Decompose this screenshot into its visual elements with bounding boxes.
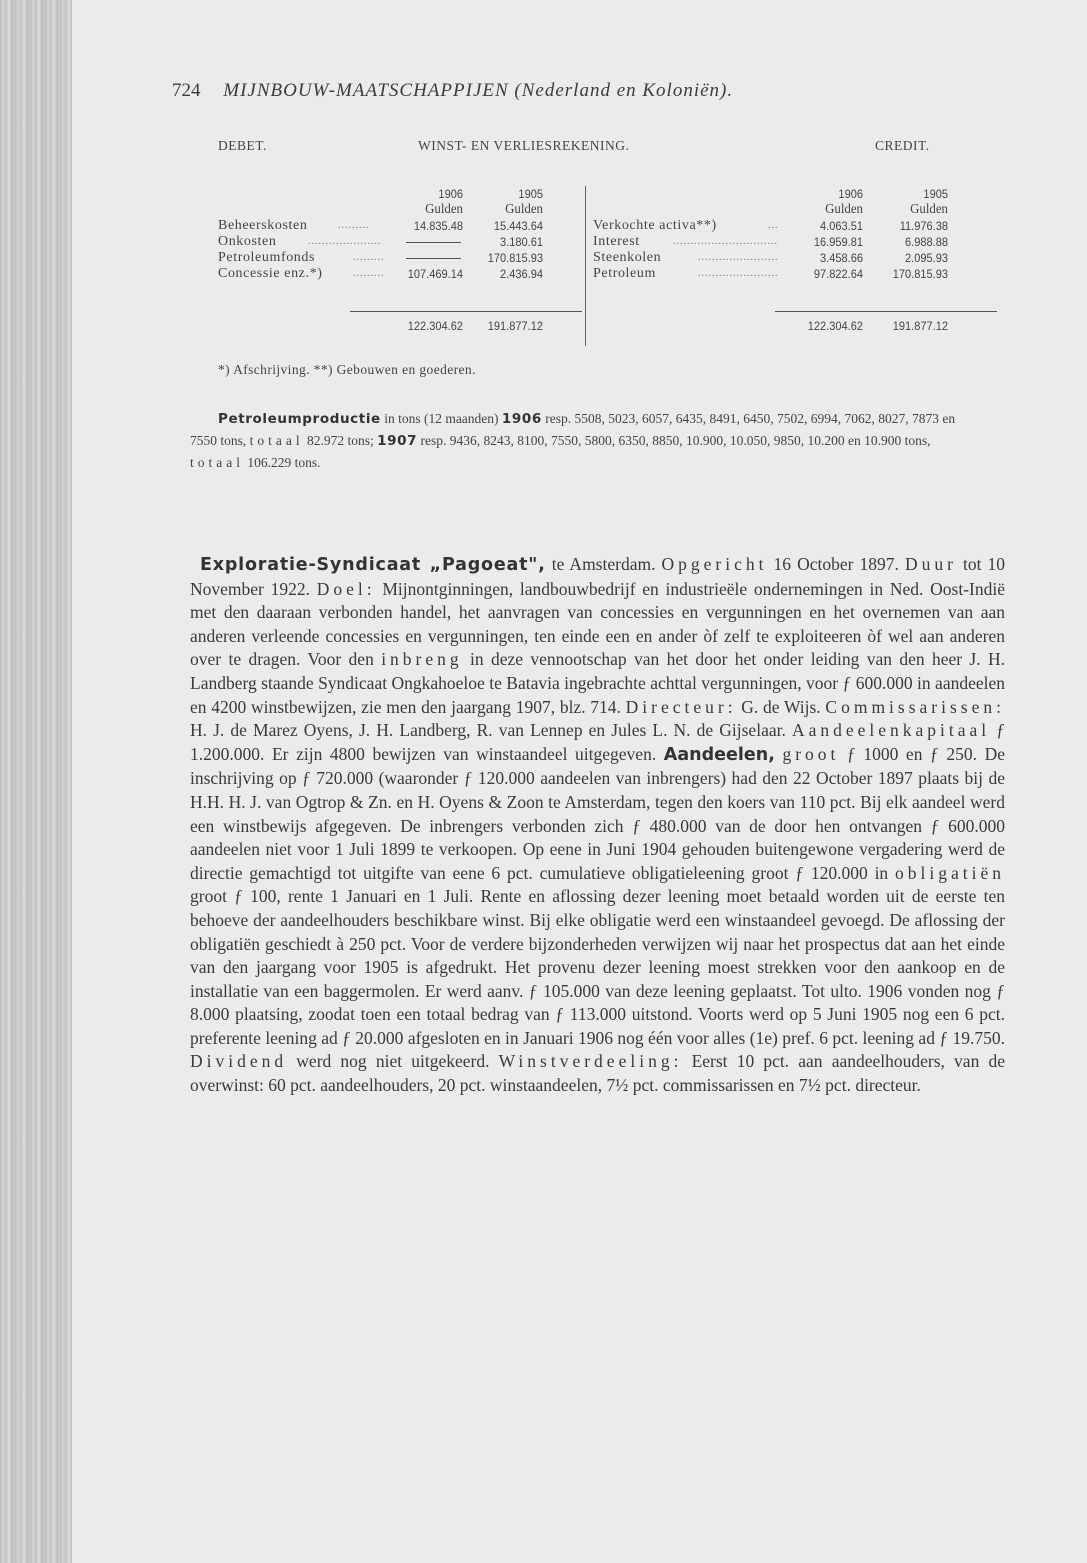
year-1906-bold: 1906 [501,411,542,427]
company-name: Exploratie-Syndicaat „Pagoeat", [200,555,546,575]
debet-totals [218,318,583,334]
text: groot ƒ 100, rente 1 Januari en 1 Juli. Rente en aflossing dezer leening moet betaald worden uit de eerste ten behoeve der aandeelhouders beschikbare winst. Bij elke obligatie werd een winstaandeel gevoegd. De aflossing der obligatiën geschiedt à 250 pct. Voor de verdere bijzonderheden verwijzen wij naar het prospectus dat aan het einde van den jaargang voor 1905 is afgedrukt. Het provenu dezer leening moest strekken voor den aankoop en de installatie van een baggermolen. Er werd aanv. ƒ 105.000 van deze leening geplaatst. Tot ulto. 1906 vonden nog ƒ 8.000 plaatsing, zoodat toen een totaal bedrag van ƒ 113.000 uitstond. Voorts werd op 5 Juni 1905 nog een 6 pct. preferente leening ad ƒ 20.000 afgesloten en in Januari 1906 nog één voor alles (1e) pref. 6 pct. leening ad ƒ 19.750. [190,886,1005,1048]
text: resp. 5508, 5023, 6057, 6435, 8491, 6450, 7502, 6994, 7062, 8027, 7873 en 7550 tons, [190,411,956,448]
running-header [172,80,972,102]
text: G. de Wijs. [736,696,826,717]
value-1906: 14.835.48 [413,219,463,233]
currency-label: Gulden [505,202,543,217]
debet-table [218,186,583,282]
spaced-keyword: obligatiën [895,862,1005,883]
production-heading: Petroleumproductie [218,411,381,427]
spaced-keyword: Duur [904,554,957,574]
total-rule [775,311,997,312]
text: in tons (12 maanden) [380,411,502,426]
spaced-keyword: Dividend [190,1051,288,1072]
table-row: Steenkolen ....................... 3.458.66 2.095.93 [593,250,948,265]
bold-keyword: Aandeelen, [663,744,775,765]
row-label: Petroleum [593,266,656,281]
table-row: Onkosten ..................... 3.180.61 [218,234,543,249]
page-title: MIJNBOUW-MAATSCHAPPIJEN (Nederland en Koloniën). [223,80,734,101]
table-row: Concessie enz.*) ......... 107.469.14 2.436.94 [218,266,543,281]
year-1906: 1906 [838,187,863,201]
debet-label: DEBET. [218,138,267,153]
spaced-keyword: Aandeelenkapitaal [791,720,991,741]
currency-row [218,202,583,218]
row-label: Concessie enz.*) [218,266,323,281]
text: Mijnontginningen, landbouwbedrijf en industrieële ondernemingen in Ned. Oost-Indië met den daaraan verbonden handel, het aanvragen van concessies en vergunningen en het overnemen van aan anderen verleende concessies en vergunningen, ten einde een en ander òf zelf te exploiteeren òf wel aan anderen over te dragen. Voor den [190,578,1005,670]
table-row: Verkochte activa**) ... 4.063.51 11.976.38 [593,218,948,233]
year-header-row [218,186,583,202]
row-label: Beheerskosten [218,218,308,233]
value-1906: 107.469.14 [407,267,463,281]
value-1905: 2.436.94 [500,267,543,281]
total-1906: 122.304.62 [807,319,863,333]
text: tot 10 November 1922. [190,554,1005,599]
year-1906: 1906 [438,187,463,201]
currency-label: Gulden [425,202,463,217]
total-1905: 191.877.12 [892,319,948,333]
spaced-keyword: Doel: [316,578,376,599]
totals-row [593,318,993,334]
text: ƒ 1.200.000. Er zijn 4800 bewijzen van winstaandeel uitgegeven. [190,720,1006,764]
text: ƒ 1000 en ƒ 250. De inschrijving op ƒ 720.000 (waaronder ƒ 120.000 aandeelen van inbrengers) had den 22 October 1897 plaats bij de H.H. H. J. van Ogtrop & Zn. en H. Oyens & Zoon te Amsterdam, tegen den koers van 110 pct. Bij elk aandeel werd een winstbewijs afgegeven. De inbrengers verbonden zich ƒ 480.000 van de door hen ontvangen ƒ 600.000 aandeelen niet voor 1 Juli 1899 te verkoopen. Op eene in Juni 1904 gehouden buitengewone vergadering werd de directie gemachtigd tot uitgifte van eene 6 pct. cumulatieve obligatieleening groot ƒ 120.000 in [190,743,1005,883]
credit-table [593,186,993,282]
value-1906: 3.458.66 [820,251,863,265]
table-row: Petroleum ....................... 97.822.64 170.815.93 [593,266,948,281]
book-binding-edge [0,0,72,1563]
text: 16 October 1897. [767,554,905,574]
text: H. J. de Marez Oyens, J. H. Landberg, R. van Lennep en Jules L. N. de Gijselaar. [190,720,792,741]
value-1905: 2.095.93 [905,251,948,265]
currency-label: Gulden [910,202,948,217]
production-paragraph [190,408,980,473]
year-1905: 1905 [518,187,543,201]
currency-row [593,202,993,218]
row-label: Interest [593,234,640,249]
currency-label: Gulden [825,202,863,217]
spaced-keyword: totaal [190,455,244,470]
empty-value-dash [406,242,461,243]
row-label: Steenkolen [593,250,662,265]
year-1907-bold: 1907 [377,433,418,449]
value-1905: 170.815.93 [892,267,948,281]
spaced-keyword: groot [782,743,840,764]
spaced-keyword: Directeur: [625,696,737,717]
column-divider [585,186,586,346]
total-rule [350,311,582,312]
value-1906: 97.822.64 [813,267,863,281]
empty-value-dash [406,258,461,259]
value-1905: 170.815.93 [487,251,543,265]
row-label: Verkochte activa**) [593,218,717,233]
value-1905: 3.180.61 [500,235,543,249]
totals-row [218,318,583,334]
text: werd nog niet uitgekeerd. [287,1051,499,1072]
spaced-keyword: inbreng [381,649,463,670]
text: te Amsterdam. [545,554,662,574]
text: resp. 9436, 8243, 8100, 7550, 5800, 6350, 8850, 10.900, 10.050, 9850, 10.200 en 10.900 tons, [417,433,931,448]
value-1906: 4.063.51 [820,219,863,233]
total-1906: 122.304.62 [407,319,463,333]
row-label: Onkosten [218,234,277,249]
page-number: 724 [172,80,201,101]
text: 82.972 tons; [303,433,378,448]
spaced-keyword: totaal [249,433,304,448]
footnote: *) Afschrijving. **) Gebouwen en goederen. [218,362,476,377]
text: 106.229 tons. [244,455,321,470]
value-1906: 16.959.81 [813,235,863,249]
text: in deze vennootschap van het door het onder leiding van den heer J. H. Landberg staande Syndicaat Ongkahoeloe te Batavia ingebrachte achttal vergunningen, voor ƒ 600.000 in aandeelen en 4200 winstbewijzen, zie men den jaargang 1907, blz. 714. [190,649,1005,717]
year-1905: 1905 [923,187,948,201]
year-header-row [593,186,993,202]
total-1905: 191.877.12 [487,319,543,333]
value-1905: 11.976.38 [899,219,948,233]
company-entry [190,553,1005,1098]
table-row: Beheerskosten ......... 14.835.48 15.443.64 [218,218,543,233]
spaced-keyword: Commissarissen: [825,696,1005,717]
spaced-keyword: Winstverdeeling: [498,1051,683,1072]
spaced-keyword: Opgericht [661,554,768,574]
credit-totals [593,318,993,334]
table-row: Interest .............................. 16.959.81 6.988.88 [593,234,948,249]
value-1905: 6.988.88 [905,235,948,249]
value-1905: 15.443.64 [493,219,543,233]
table-row: Petroleumfonds ......... 170.815.93 [218,250,543,265]
text: Eerst 10 pct. aan aandeelhouders, van de overwinst: 60 pct. aandeelhouders, 20 pct. winstaandeelen, 7½ pct. commissarissen en 7½ pct. directeur. [190,1051,1005,1096]
statement-title: WINST- EN VERLIESREKENING. [418,138,630,153]
row-label: Petroleumfonds [218,250,316,265]
credit-label: CREDIT. [875,138,930,153]
